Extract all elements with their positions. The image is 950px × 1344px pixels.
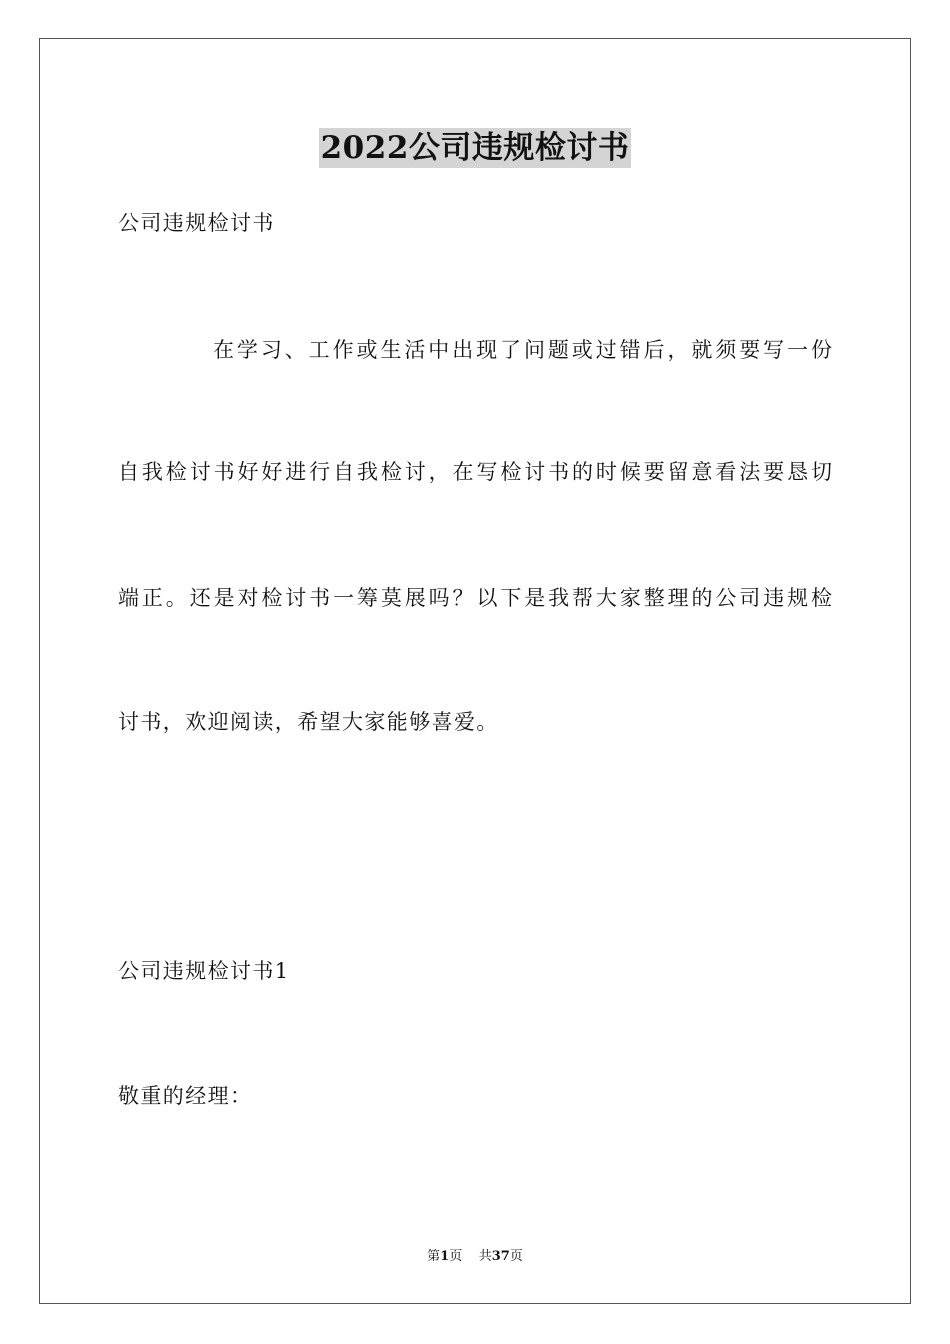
document-subtitle: 公司违规检讨书	[118, 211, 275, 235]
title-container	[0, 128, 950, 168]
footer-page-total: 37	[491, 1249, 510, 1264]
footer-page-suffix: 页	[449, 1249, 463, 1264]
paragraph-line-4: 讨书，欢迎阅读，希望大家能够喜爱。	[118, 710, 499, 734]
paragraph-line-3: 端正。还是对检讨书一筹莫展吗？以下是我帮大家整理的公司违规检	[118, 586, 832, 610]
page-footer	[0, 1248, 950, 1266]
footer-total-prefix: 共	[478, 1249, 492, 1264]
footer-page-prefix: 第	[427, 1249, 441, 1264]
document-title: 2022公司违规检讨书	[320, 130, 630, 166]
paragraph-line-2: 自我检讨书好好进行自我检讨，在写检讨书的时候要留意看法要恳切	[118, 460, 832, 484]
salutation: 敬重的经理：	[118, 1084, 253, 1108]
footer-total-suffix: 页	[509, 1249, 523, 1264]
footer-page-current: 1	[440, 1249, 450, 1264]
paragraph-line-1: 在学习、工作或生活中出现了问题或过错后，就须要写一份	[213, 338, 832, 362]
section-heading: 公司违规检讨书1	[118, 959, 290, 983]
